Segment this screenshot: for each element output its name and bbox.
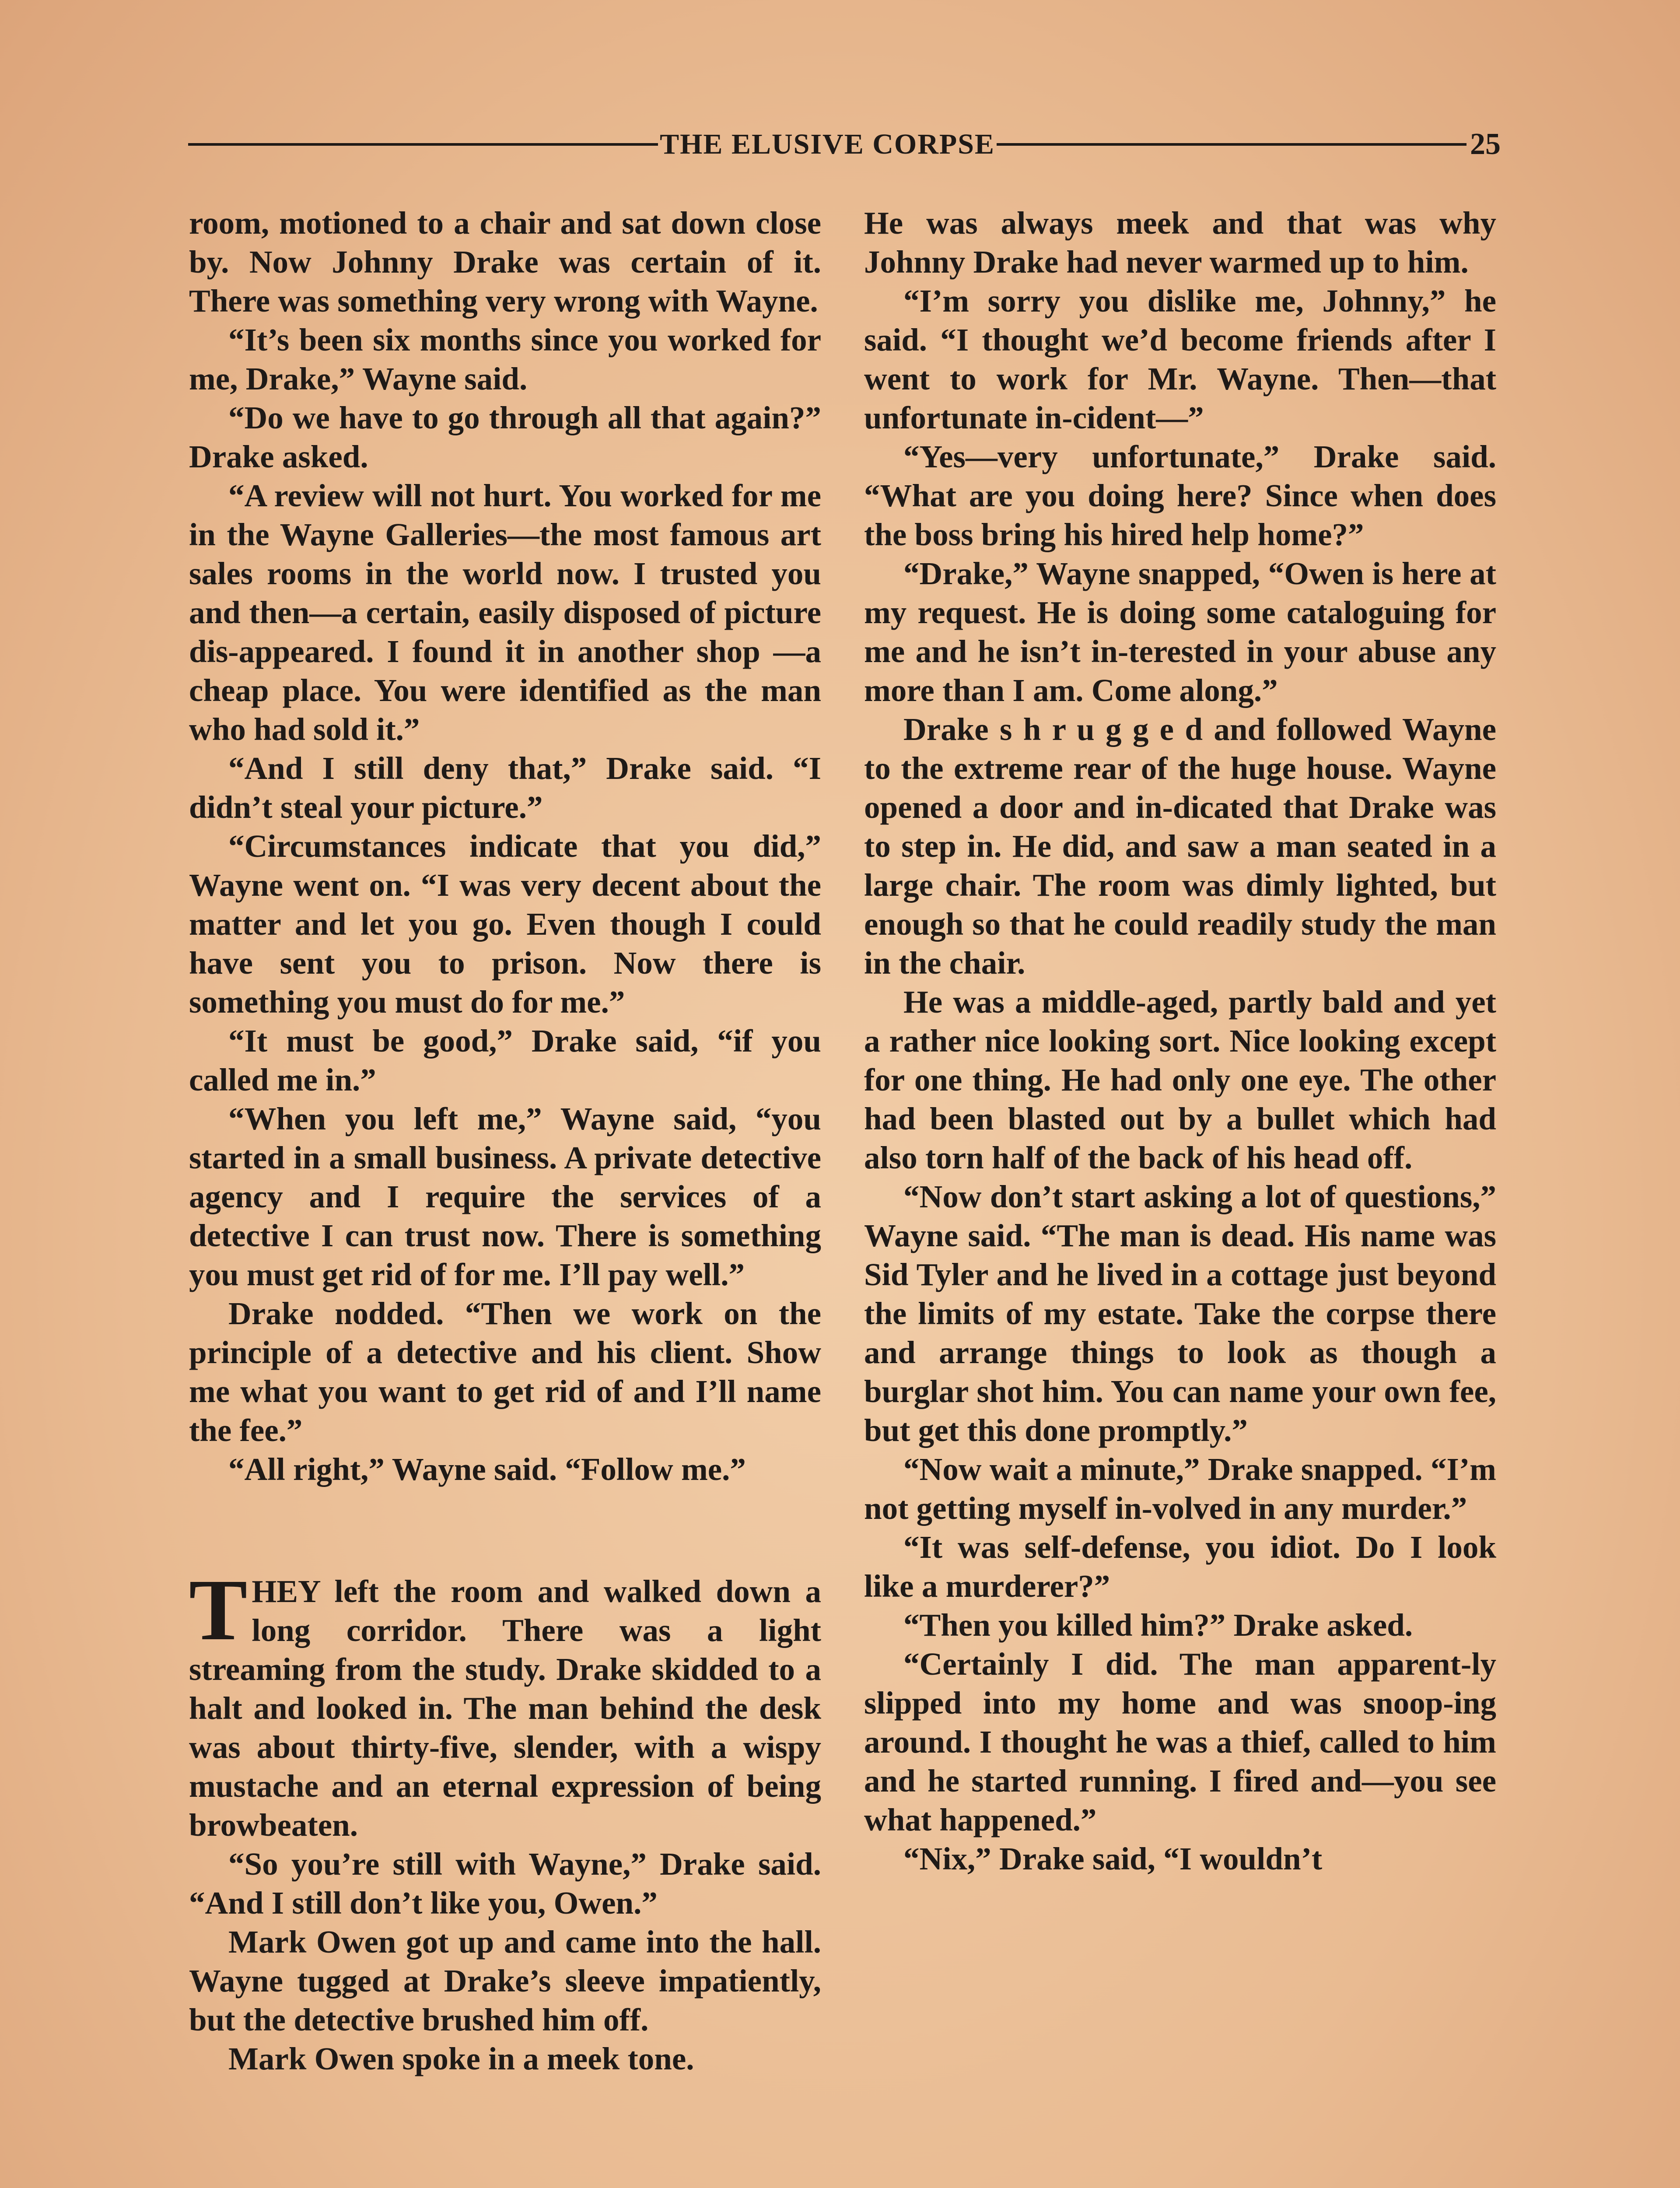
paragraph: “Now wait a minute,” Drake snapped. “I’m not getting myself in-volved in any murder.” [864,1452,1496,1526]
page-number: 25 [1470,127,1501,161]
paragraph: Mark Owen got up and came into the hall. Wayne tugged at Drake’s sleeve impatiently, but the detective brushed him off. [189,1924,821,2037]
paragraph: “And I still deny that,” Drake said. “I didn’t steal your picture.” [189,750,821,825]
paragraph: “Nix,” Drake said, “I wouldn’t [903,1841,1323,1876]
paragraph: “Now don’t start asking a lot of questions,” Wayne said. “The man is dead. His name was Sid Tyler and he lived in a cottage just beyond the limits of my estate. Take the corpse there and arrange things to look as though a burglar shot him. You can name your own fee, but get this done promptly.” [864,1179,1496,1448]
paragraph-text: HEY left the room and walked down a long corridor. There was a light streaming from the study. Drake skidded to a halt and looked in. The man behind the desk was about thirty-five, slender, with a wispy mustache and an eternal expression of being browbeaten. [189,1574,821,1843]
paragraph: room, motioned to a chair and sat down close by. Now Johnny Drake was certain of it. There was something very wrong with Wayne. [189,205,821,319]
paragraph: Mark Owen spoke in a meek tone. [228,2041,694,2076]
paragraph: “Yes—very unfortunate,” Drake said. “What are you doing here? Since when does the boss bring his hired help home?” [864,439,1496,552]
paragraph: “Certainly I did. The man apparent-ly slipped into my home and was snoop-ing around. I thought he was a thief, called to him and he started running. I fired and—you see what happened.” [864,1646,1496,1837]
running-header [188,127,1501,162]
paragraph: He was a middle-aged, partly bald and yet a rather nice looking sort. Nice looking except for one thing. He had only one eye. The other had been blasted out by a bullet which had also torn half of the back of his head off. [864,984,1496,1175]
text-column-left [189,203,821,2188]
paragraph: “It must be good,” Drake said, “if you called me in.” [189,1023,821,1098]
paragraph: “Do we have to go through all that again?” Drake asked. [189,400,821,474]
paragraph: He was always meek and that was why Johnny Drake had never warmed up to him. [864,205,1496,280]
paragraph: “A review will not hurt. You worked for me in the Wayne Galleries—the most famous art sales rooms in the world now. I trusted you and then—a certain, easily disposed of picture dis-appeared. I found it in another shop —a cheap place. You were identified as the man who had sold it.” [189,478,821,747]
paragraph: “Then you killed him?” Drake asked. [903,1607,1413,1643]
paragraph: Drake s h r u g g e d and followed Wayne to the extreme rear of the huge house. Wayne opened a door and in-dicated that Drake was to step in. He did, and saw a man seated in a large chair. The room was dimly lighted, but enough so that he could readily study the man in the chair. [864,712,1496,981]
section-opening-paragraph [189,1562,821,1844]
story-title: THE ELUSIVE CORPSE [660,128,995,160]
paragraph: “All right,” Wayne said. “Follow me.” [228,1452,746,1487]
drop-cap: T [189,1562,248,1659]
paragraph: “Circumstances indicate that you did,” Wayne went on. “I was very decent about the matter and let you go. Even though I could have sent you to prison. Now there is something you must do for me.” [189,828,821,1020]
paragraph: “Drake,” Wayne snapped, “Owen is here at my request. He is doing some cataloguing for me and he isn’t in-terested in your abuse any more than I am. Come along.” [864,556,1496,708]
paragraph: “When you left me,” Wayne said, “you started in a small business. A private detective agency and I require the services of a detective I can trust now. There is something you must get rid of for me. I’ll pay well.” [189,1101,821,1292]
paragraph: Drake nodded. “Then we work on the principle of a detective and his client. Show me what you want to get rid of and I’ll name the fee.” [189,1296,821,1448]
paragraph: “It was self-defense, you idiot. Do I look like a murderer?” [864,1529,1496,1604]
paragraph: “I’m sorry you dislike me, Johnny,” he said. “I thought we’d become friends after I went to work for Mr. Wayne. Then—that unfortunate in-cident—” [864,283,1496,435]
header-rule-right [997,143,1466,146]
paragraph: “So you’re still with Wayne,” Drake said. “And I still don’t like you, Owen.” [189,1846,821,1921]
text-column-right [864,203,1496,2188]
header-rule-left [188,143,658,146]
paragraph: “It’s been six months since you worked for me, Drake,” Wayne said. [189,322,821,396]
